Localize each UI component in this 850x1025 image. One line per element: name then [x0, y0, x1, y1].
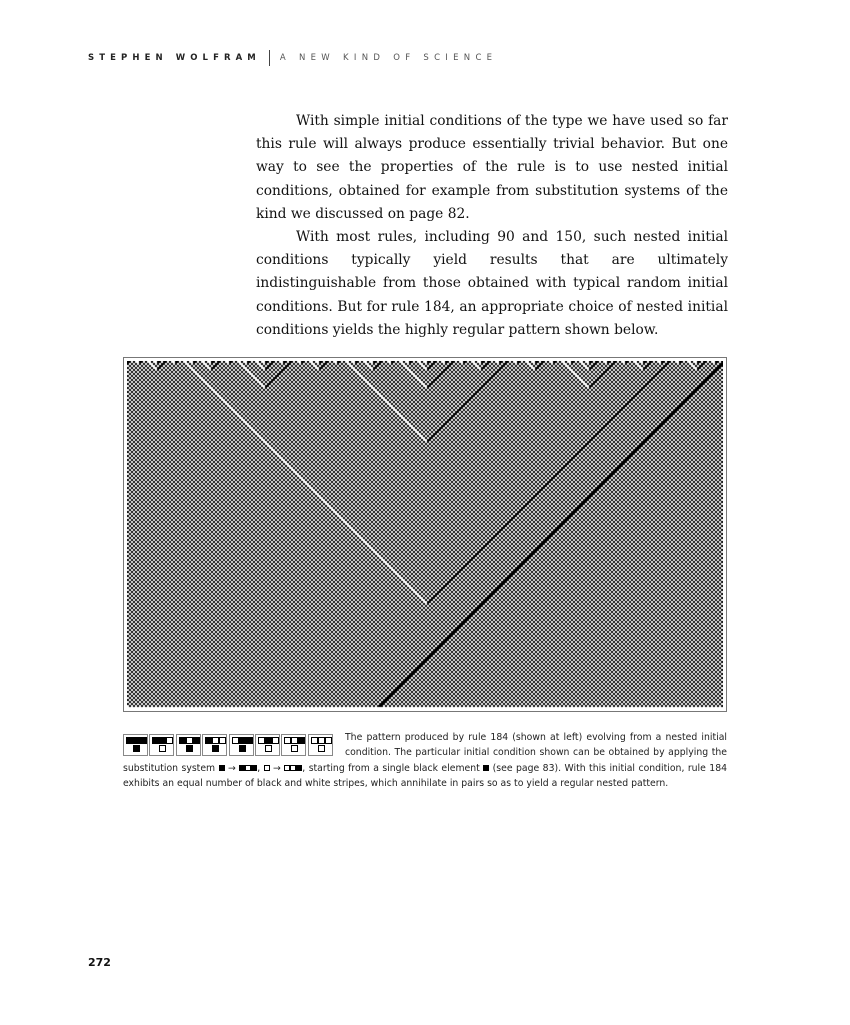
- caption-arrow-2: →: [269, 762, 285, 774]
- running-head-divider: [269, 50, 270, 66]
- caption-comma-1: ,: [257, 762, 264, 774]
- caption-arrow-1: →: [224, 762, 240, 774]
- running-head: [88, 49, 497, 67]
- caption-part-3: (see page 83). With this initial condition, rule 184 exhibits an equal number of black and white stripes, which annihilate in pairs so as to yield a regular nested pattern.: [123, 762, 728, 790]
- page-number: 272: [88, 956, 111, 969]
- rule-184-pattern: [127, 361, 723, 708]
- cellular-automaton-figure: [123, 357, 727, 712]
- body-paragraph-2: With most rules, including 90 and 150, such nested initial conditions typically yield results that are ultimately indistinguishable from those obtained with typical random initial conditions. But for rule 184, an appropriate choice of nested initial conditions yields the highly regular pattern shown below.: [256, 229, 728, 338]
- body-text: [256, 110, 728, 342]
- caption-part-2: , starting from a single black element: [302, 762, 484, 774]
- caption-icon-space: [123, 730, 345, 759]
- body-paragraph-1: With simple initial conditions of the type we have used so far this rule will always produce essentially trivial behavior. But one way to see the properties of the rule is to use nested initial conditions, obtained for example from substitution systems of the kind we discussed on page 82.: [256, 113, 728, 222]
- figure-caption: [123, 730, 727, 792]
- running-head-book-title: A NEW KIND OF SCIENCE: [279, 53, 498, 63]
- caption-part-1: The pattern produced by rule 184 (shown at left) evolving from a nested initial condition. The particular initial condition shown can be obtained by applying the substitution system: [123, 732, 727, 774]
- running-head-author: STEPHEN WOLFRAM: [88, 53, 261, 63]
